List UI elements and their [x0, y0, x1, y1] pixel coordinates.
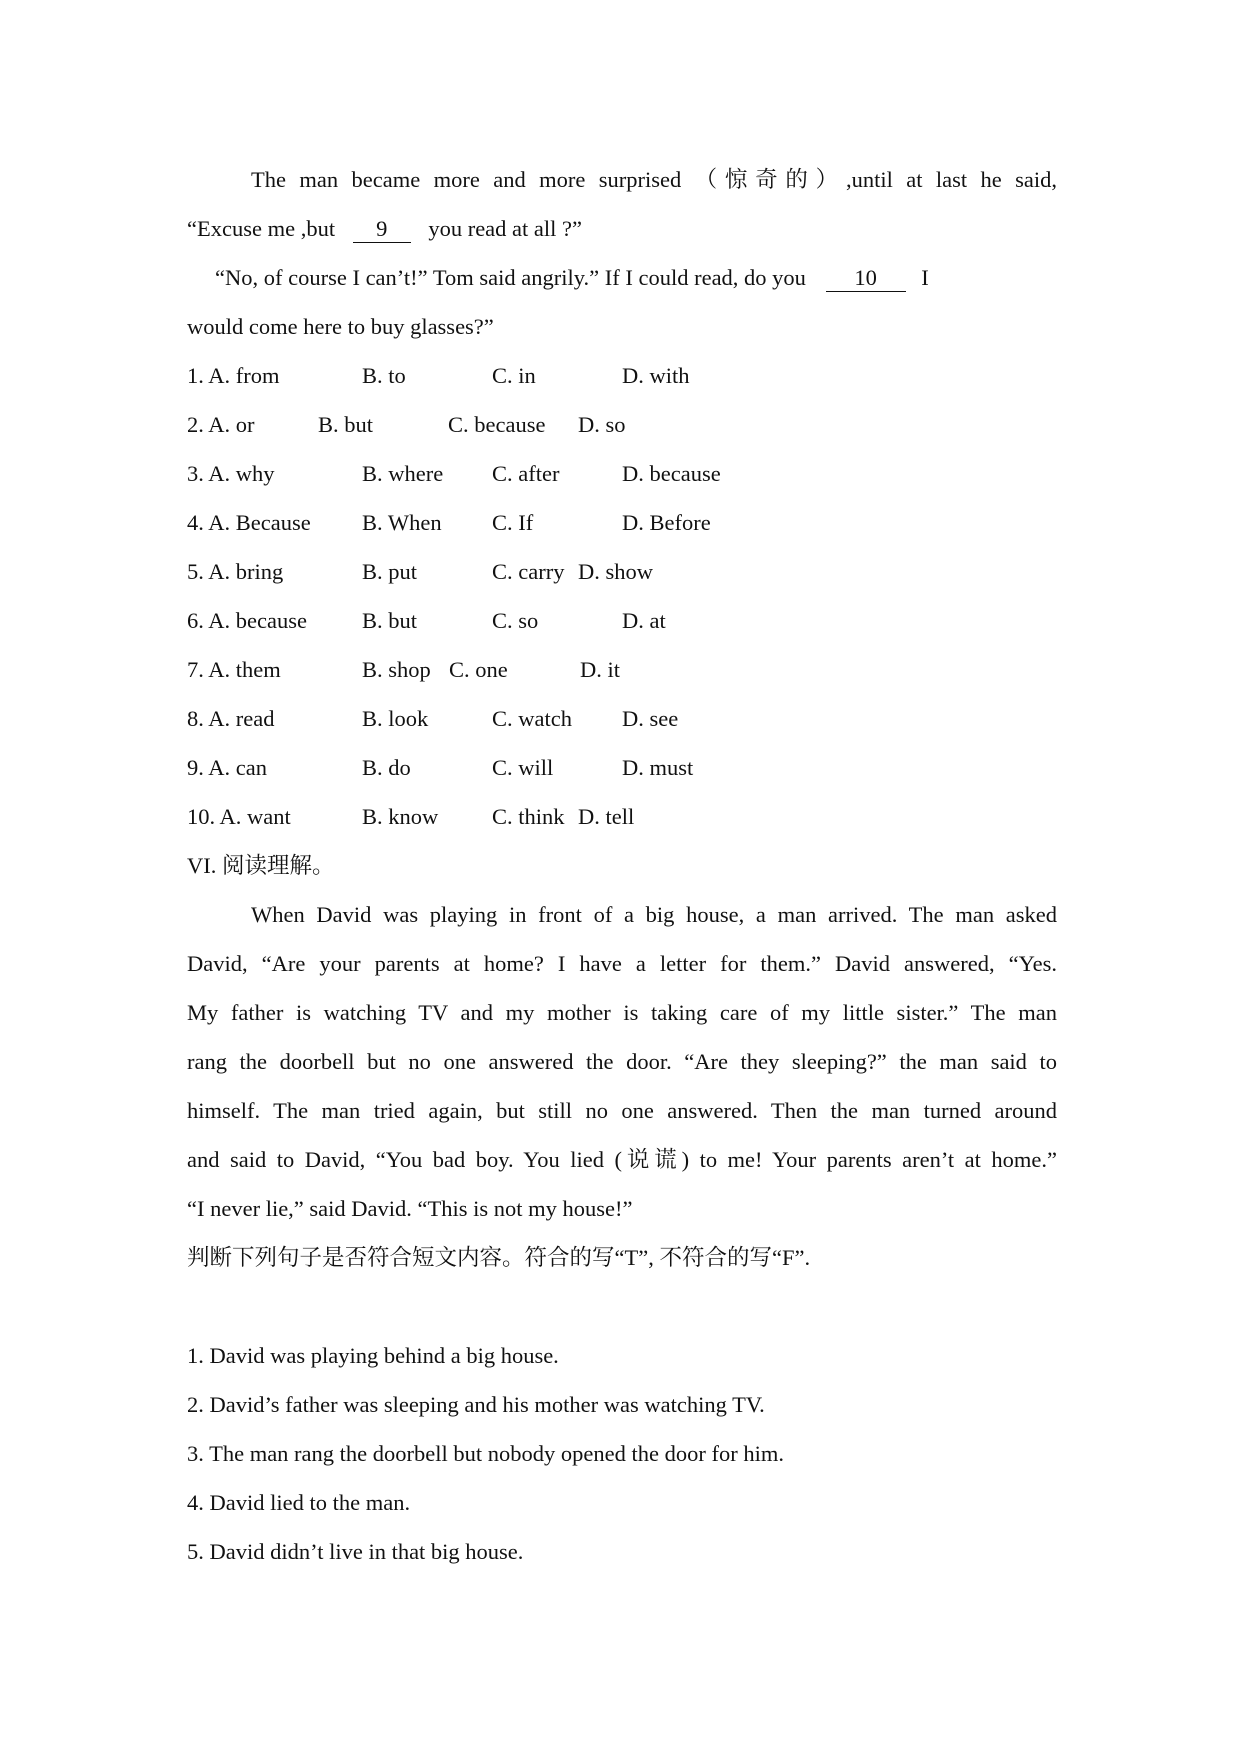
option-row	[187, 449, 1057, 498]
blank-9[interactable]: 9	[353, 216, 411, 243]
option-d[interactable]: D. tell	[578, 804, 635, 829]
reading-passage	[187, 890, 1057, 1233]
story-line: and said to David, “You bad boy. You lied (说谎) to me! Your parents aren’t at home.”	[187, 1147, 1057, 1172]
option-row	[187, 547, 1057, 596]
option-b[interactable]: B. shop	[362, 657, 431, 682]
blank-10[interactable]: 10	[826, 265, 906, 292]
story-line: “I never lie,” said David. “This is not my house!”	[187, 1196, 633, 1221]
story-line: rang the doorbell but no one answered the door. “Are they sleeping?” the man said to	[187, 1049, 1057, 1074]
passage-line	[187, 204, 1057, 253]
option-d[interactable]: D. because	[622, 461, 721, 486]
option-d[interactable]: D. at	[622, 608, 666, 633]
statement: 2. David’s father was sleeping and his mother was watching TV.	[187, 1392, 765, 1417]
option-b[interactable]: B. but	[362, 608, 418, 633]
option-row	[187, 400, 1057, 449]
option-b[interactable]: B. but	[318, 412, 374, 437]
spacer	[187, 1282, 1057, 1331]
option-a[interactable]: 1. A. from	[187, 363, 280, 388]
option-c[interactable]: C. watch	[492, 706, 572, 731]
option-b[interactable]: B. put	[362, 559, 418, 584]
option-d[interactable]: D. with	[622, 363, 690, 388]
option-d[interactable]: D. it	[580, 657, 621, 682]
option-row	[187, 743, 1057, 792]
option-a[interactable]: 4. A. Because	[187, 510, 311, 535]
passage-text: “Excuse me ,but	[187, 216, 336, 241]
option-c[interactable]: C. carry	[492, 559, 565, 584]
options-list	[187, 351, 1057, 841]
story-line: When David was playing in front of a big house, a man arrived. The man asked	[251, 902, 1057, 927]
option-c[interactable]: C. after	[492, 461, 560, 486]
option-row	[187, 792, 1057, 841]
option-c[interactable]: C. so	[492, 608, 539, 633]
statement: 5. David didn’t live in that big house.	[187, 1539, 524, 1564]
option-row	[187, 498, 1057, 547]
option-d[interactable]: D. Before	[622, 510, 711, 535]
statements-list	[187, 1331, 1057, 1576]
option-a[interactable]: 6. A. because	[187, 608, 307, 633]
option-c[interactable]: C. because	[448, 412, 546, 437]
option-row	[187, 694, 1057, 743]
option-a[interactable]: 7. A. them	[187, 657, 281, 682]
option-b[interactable]: B. When	[362, 510, 442, 535]
instruction: 判断下列句子是否符合短文内容。符合的写“T”, 不符合的写“F”.	[187, 1245, 811, 1270]
option-row	[187, 351, 1057, 400]
option-a[interactable]: 5. A. bring	[187, 559, 284, 584]
section-heading: VI. 阅读理解。	[187, 853, 335, 878]
option-b[interactable]: B. do	[362, 755, 411, 780]
passage-text: “No, of course I can’t!” Tom said angrily.” If I could read, do you	[215, 265, 806, 290]
option-c[interactable]: C. think	[492, 804, 565, 829]
option-b[interactable]: B. look	[362, 706, 429, 731]
option-c[interactable]: C. will	[492, 755, 554, 780]
option-d[interactable]: D. show	[578, 559, 654, 584]
option-a[interactable]: 10. A. want	[187, 804, 291, 829]
option-d[interactable]: D. must	[622, 755, 694, 780]
option-c[interactable]: C. in	[492, 363, 536, 388]
passage-line: The man became more and more surprised （惊奇的）,until at last he said,	[251, 167, 1057, 192]
passage-line: would come here to buy glasses?”	[187, 314, 494, 339]
statement: 4. David lied to the man.	[187, 1490, 411, 1515]
option-a[interactable]: 3. A. why	[187, 461, 275, 486]
option-row	[187, 645, 1057, 694]
option-a[interactable]: 8. A. read	[187, 706, 275, 731]
option-b[interactable]: B. where	[362, 461, 444, 486]
option-b[interactable]: B. to	[362, 363, 406, 388]
story-line: My father is watching TV and my mother is taking care of my little sister.” The man	[187, 1000, 1057, 1025]
passage-line	[187, 253, 1057, 302]
passage-text: you read at all ?”	[428, 216, 582, 241]
statement: 3. The man rang the doorbell but nobody opened the door for him.	[187, 1441, 784, 1466]
option-d[interactable]: D. so	[578, 412, 626, 437]
worksheet-page	[187, 155, 1057, 1576]
option-row	[187, 596, 1057, 645]
option-c[interactable]: C. one	[449, 657, 508, 682]
story-line: himself. The man tried again, but still no one answered. Then the man turned around	[187, 1098, 1057, 1123]
option-b[interactable]: B. know	[362, 804, 439, 829]
passage-text: I	[921, 265, 929, 290]
option-d[interactable]: D. see	[622, 706, 679, 731]
statement: 1. David was playing behind a big house.	[187, 1343, 559, 1368]
option-a[interactable]: 9. A. can	[187, 755, 267, 780]
story-line: David, “Are your parents at home? I have a letter for them.” David answered, “Yes.	[187, 951, 1057, 976]
option-c[interactable]: C. If	[492, 510, 534, 535]
option-a[interactable]: 2. A. or	[187, 412, 255, 437]
